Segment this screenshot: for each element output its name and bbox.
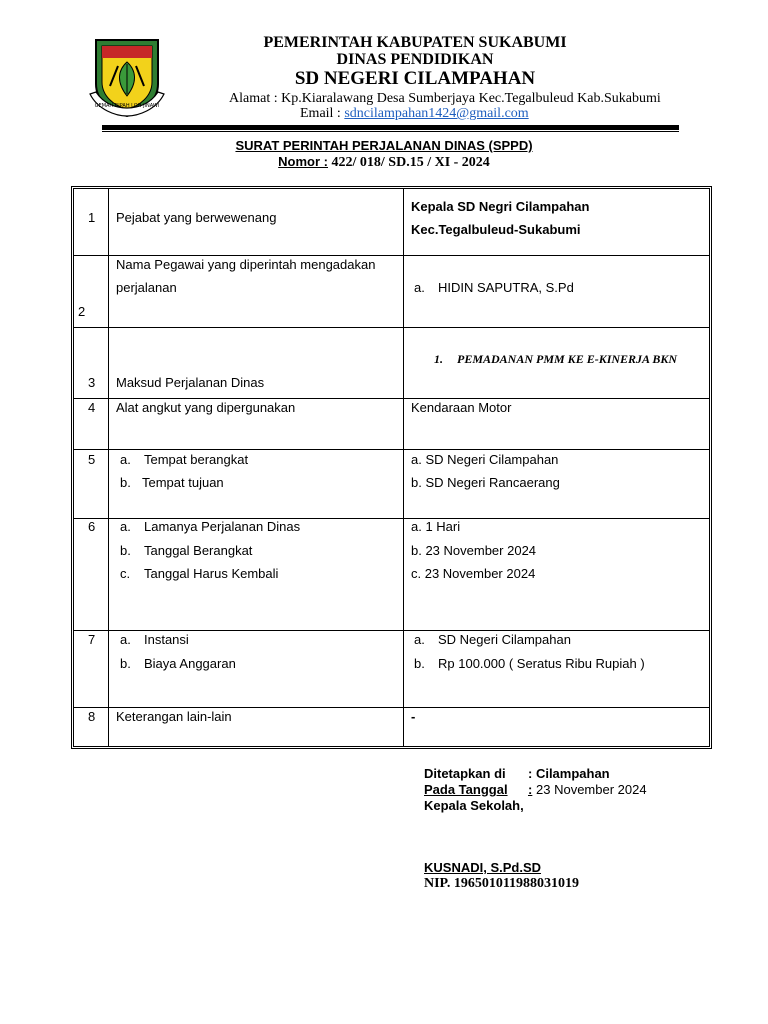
signer-nip: NIP. 196501011988031019: [424, 876, 580, 891]
notes-label: Keterangan lain-lain: [116, 709, 232, 724]
list-marker: c.: [120, 566, 131, 581]
date-value: 23 November 2024: [536, 782, 647, 797]
list-marker: a.: [414, 280, 425, 295]
notes-value: -: [411, 709, 416, 724]
row-divider: [74, 327, 709, 328]
transport-value: Kendaraan Motor: [411, 400, 512, 415]
email-link[interactable]: sdncilampahan1424@gmail.com: [344, 106, 529, 121]
row-number: 5: [88, 452, 96, 467]
departure-date-value: b. 23 November 2024: [411, 543, 537, 558]
signer-name: KUSNADI, S.Pd.SD: [424, 860, 542, 875]
header-rule-thin: [102, 131, 679, 132]
list-marker: a.: [120, 519, 131, 534]
authority-value: Kepala SD Negri Cilampahan: [411, 199, 590, 214]
date-label: Pada Tanggal: [424, 782, 508, 797]
document-title: SURAT PERINTAH PERJALANAN DINAS (SPPD): [235, 138, 533, 153]
row-divider: [74, 630, 709, 631]
issued-at-label: Ditetapkan di: [424, 766, 506, 781]
authority-label: Pejabat yang berwewenang: [116, 210, 277, 225]
logo-emblem: [88, 36, 166, 118]
row-number: 6: [88, 519, 96, 534]
departure-label: Tempat berangkat: [144, 452, 249, 467]
list-marker: a.: [414, 632, 425, 647]
row-number: 8: [88, 709, 96, 724]
sppd-table: [71, 186, 712, 749]
row-divider: [74, 398, 709, 399]
row-divider: [74, 707, 709, 708]
document-number: [0, 154, 768, 171]
agency-label: Instansi: [144, 632, 189, 647]
date-colon: :: [528, 782, 533, 797]
list-marker: a.: [120, 632, 131, 647]
list-marker: b.: [120, 656, 131, 671]
row-number: 2: [78, 304, 86, 319]
row-divider: [74, 255, 709, 256]
list-marker: b.: [120, 543, 131, 558]
destination-value: b. SD Negeri Rancaerang: [411, 475, 560, 490]
purpose-label: Maksud Perjalanan Dinas: [116, 375, 265, 390]
list-marker: b.: [120, 475, 131, 490]
departure-value: a. SD Negeri Cilampahan: [411, 452, 559, 467]
logo-motto-text: GEMAH RIPAH LOH JINAWI: [94, 103, 160, 109]
row-number: 3: [88, 375, 96, 390]
column-divider: [403, 189, 404, 746]
issued-at-value: : Cilampahan: [528, 766, 610, 781]
number-label: Nomor :: [278, 154, 329, 169]
row-divider: [74, 449, 709, 450]
transport-label: Alat angkut yang dipergunakan: [116, 400, 296, 415]
email-label: Email :: [300, 106, 345, 121]
duration-value: a. 1 Hari: [411, 519, 461, 534]
list-marker: 1.: [434, 352, 443, 366]
list-marker: b.: [414, 656, 425, 671]
department-line: DINAS PENDIDIKAN: [336, 51, 494, 68]
departure-date-label: Tanggal Berangkat: [144, 543, 253, 558]
row-number: 4: [88, 400, 96, 415]
authority-value-2: Kec.Tegalbuleud-Sukabumi: [411, 222, 581, 237]
government-line: PEMERINTAH KABUPATEN SUKABUMI: [263, 34, 567, 51]
signer-role: Kepala Sekolah,: [424, 798, 524, 813]
purpose-value: PEMADANAN PMM KE E-KINERJA BKN: [457, 352, 678, 366]
address-line: Alamat : Kp.Kiaralawang Desa Sumberjaya Kec.Tegalbuleud Kab.Sukabumi: [229, 91, 661, 106]
email-line: [300, 106, 529, 122]
budget-value: Rp 100.000 ( Seratus Ribu Rupiah ): [438, 656, 645, 671]
return-date-value: c. 23 November 2024: [411, 566, 536, 581]
letterhead: [200, 34, 630, 90]
school-name: SD NEGERI CILAMPAHAN: [294, 68, 536, 89]
list-marker: a.: [120, 452, 131, 467]
destination-label: Tempat tujuan: [142, 475, 224, 490]
agency-value: SD Negeri Cilampahan: [438, 632, 571, 647]
duration-label: Lamanya Perjalanan Dinas: [144, 519, 301, 534]
budget-label: Biaya Anggaran: [144, 656, 236, 671]
column-divider: [108, 189, 109, 746]
employee-label: Nama Pegawai yang diperintah mengadakan: [116, 257, 376, 272]
row-number: 1: [88, 210, 96, 225]
number-value: 422/ 018/ SD.15 / XI - 2024: [328, 155, 490, 170]
header-rule: [102, 125, 679, 130]
employee-label-2: perjalanan: [116, 280, 177, 295]
employee-value: HIDIN SAPUTRA, S.Pd: [438, 280, 574, 295]
return-date-label: Tanggal Harus Kembali: [144, 566, 279, 581]
row-number: 7: [88, 632, 96, 647]
